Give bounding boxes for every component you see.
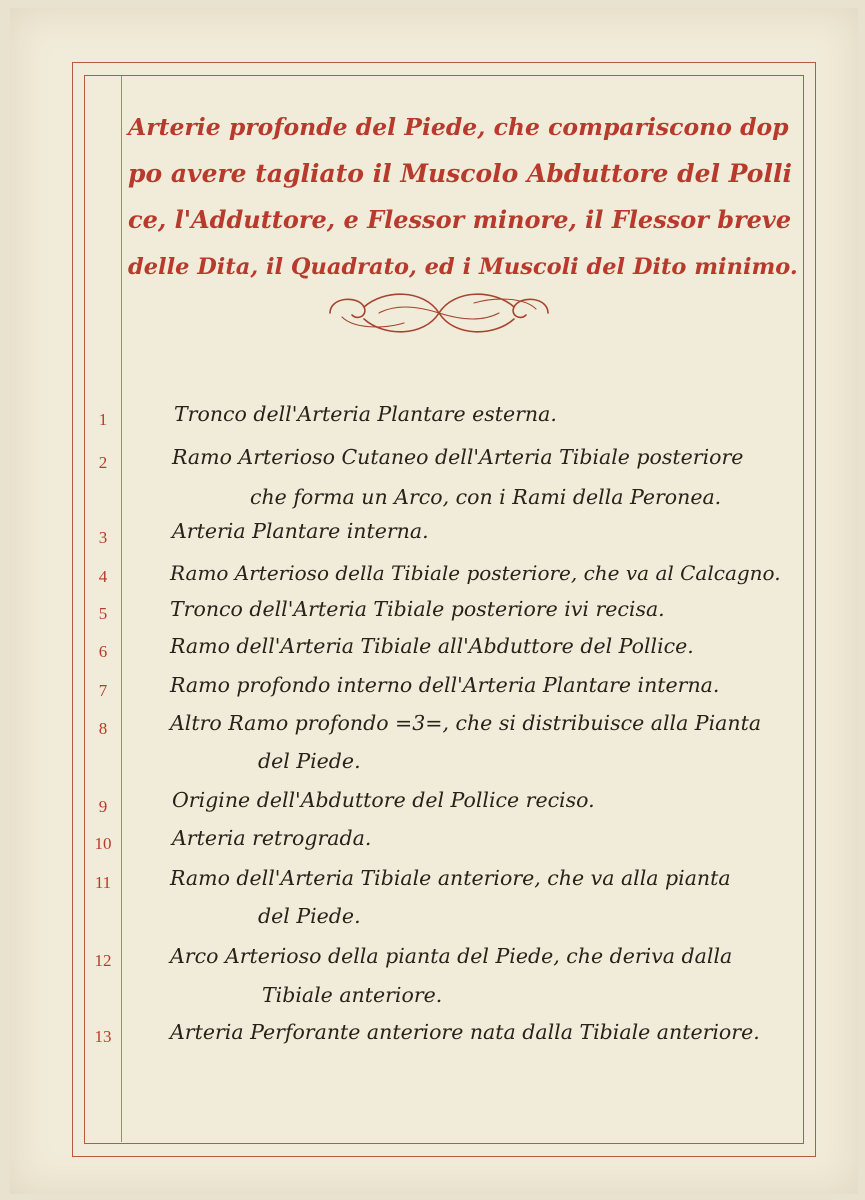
entry-number: 9: [98, 797, 108, 816]
entry-text-continuation: Tibiale anteriore.: [262, 983, 443, 1007]
entry-number: 2: [98, 453, 108, 472]
page-heading: [128, 104, 798, 290]
entry-number: 5: [98, 604, 108, 623]
entry-number: 6: [98, 642, 108, 661]
entry-number: 1: [98, 410, 108, 429]
entry-text: Ramo Arterioso Cutaneo dell'Arteria Tibiale posteriore: [172, 445, 744, 469]
entry-text: Origine dell'Abduttore del Pollice reciso.: [172, 788, 595, 812]
heading-line: ce, l'Adduttore, e Flessor minore, il Flessor breve: [128, 205, 792, 234]
entry-text: Tronco dell'Arteria Tibiale posteriore ivi recisa.: [170, 597, 665, 621]
heading-line: delle Dita, il Quadrato, ed i Muscoli del Dito minimo.: [128, 253, 798, 280]
entry-text: Altro Ramo profondo =3=, che si distribuisce alla Pianta: [170, 711, 762, 735]
heading-line: po avere tagliato il Muscolo Abduttore del Polli: [128, 158, 792, 188]
entry-number: 4: [98, 567, 108, 586]
entry-text: Arteria Perforante anteriore nata dalla Tibiale anteriore.: [170, 1020, 760, 1044]
entry-number: 7: [98, 681, 108, 700]
entry-number: 8: [98, 719, 108, 738]
entry-number: 10: [94, 834, 112, 853]
entry-text: Tronco dell'Arteria Plantare esterna.: [174, 402, 557, 426]
entry-text-continuation: del Piede.: [258, 749, 361, 773]
entry-text: Arteria retrograda.: [172, 826, 372, 850]
entry-text: Ramo profondo interno dell'Arteria Plantare interna.: [170, 673, 720, 697]
entry-number: 11: [94, 873, 112, 892]
calligraphic-flourish-icon: [324, 283, 554, 343]
entry-number: 3: [98, 528, 108, 547]
entry-text-continuation: del Piede.: [258, 904, 361, 928]
heading-line: Arterie profonde del Piede, che compariscono dop: [128, 113, 789, 141]
entry-number: 13: [94, 1027, 112, 1046]
entry-text: Ramo dell'Arteria Tibiale all'Abduttore del Pollice.: [170, 634, 694, 658]
entry-text-continuation: che forma un Arco, con i Rami della Peronea.: [250, 485, 722, 509]
entry-text: Ramo Arterioso della Tibiale posteriore, che va al Calcagno.: [170, 561, 781, 585]
entry-text: Arteria Plantare interna.: [172, 519, 429, 543]
entry-text: Ramo dell'Arteria Tibiale anteriore, che va alla pianta: [170, 866, 731, 890]
entry-text: Arco Arterioso della pianta del Piede, che deriva dalla: [170, 944, 733, 968]
entry-number: 12: [94, 951, 112, 970]
